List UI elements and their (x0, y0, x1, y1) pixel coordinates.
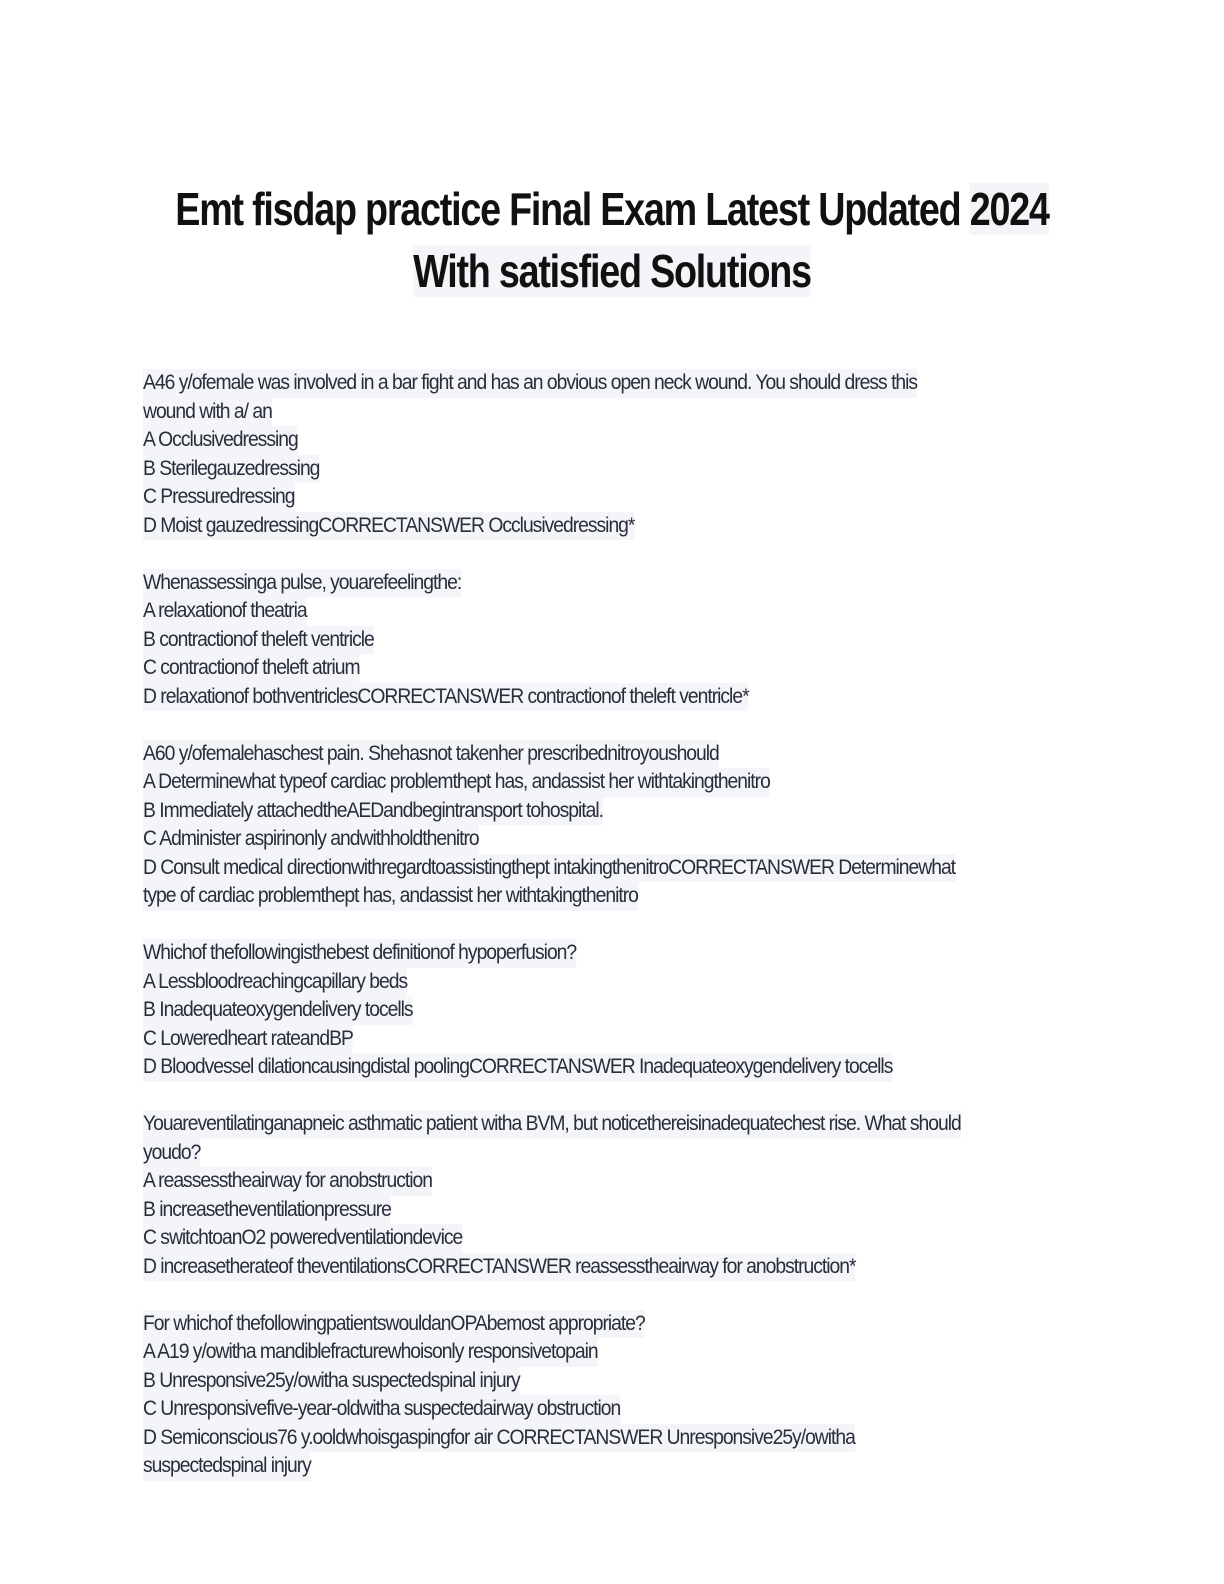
title-subtitle: With satisfied Solutions (413, 245, 811, 297)
line-text: C switchtoanO2 poweredventilationdevice (143, 1224, 462, 1253)
question-text (143, 939, 1083, 968)
line-text: A60 y/ofemalehaschest pain. Shehasnot takenher prescribednitroyoushould (143, 740, 719, 769)
line-text: B Unresponsive25y/owitha suspectedspinal injury (143, 1367, 520, 1396)
line-text: B Immediately attachedtheAEDandbegintransport tohospital. (143, 797, 603, 826)
title-year: 2024 (969, 183, 1049, 235)
line-text: B contractionof theleft ventricle (143, 626, 374, 655)
line-text: C Loweredheart rateandBP (143, 1025, 353, 1054)
option-b (143, 626, 1083, 655)
option-a (143, 426, 1083, 455)
question-text (143, 1110, 1083, 1139)
line-text: A Occlusivedressing (143, 426, 298, 455)
option-c (143, 1395, 1083, 1424)
question-text (143, 398, 1083, 427)
line-text: A Determinewhat typeof cardiac problemthept has, andassist her withtakingthenitro (143, 768, 770, 797)
option-d-answer (143, 854, 1083, 883)
option-a (143, 768, 1083, 797)
question-block (143, 740, 1083, 911)
line-text: D Bloodvessel dilationcausingdistal poolingCORRECTANSWER Inadequateoxygendelivery tocells (143, 1053, 892, 1082)
option-d-answer (143, 1253, 1083, 1282)
questions-list (143, 369, 1083, 1509)
line-text: D Consult medical directionwithregardtoassistingthept intakingthenitroCORRECTANSWER Determinewhat (143, 854, 955, 883)
line-text: B increasetheventilationpressure (143, 1196, 391, 1225)
line-text: A46 y/ofemale was involved in a bar fight and has an obvious open neck wound. You should dress this (143, 369, 917, 398)
line-text: D Moist gauzedressingCORRECTANSWER Occlusivedressing* (143, 512, 634, 541)
question-block (143, 939, 1083, 1082)
option-b (143, 455, 1083, 484)
line-text: youdo? (143, 1139, 200, 1168)
option-d-answer (143, 683, 1083, 712)
option-a (143, 1167, 1083, 1196)
option-a (143, 1338, 1083, 1367)
option-c (143, 825, 1083, 854)
option-c (143, 1224, 1083, 1253)
line-text: B Inadequateoxygendelivery tocells (143, 996, 413, 1025)
line-text: A Lessbloodreachingcapillary beds (143, 968, 407, 997)
option-d-answer (143, 1053, 1083, 1082)
answer-continued (143, 1452, 1083, 1481)
title-main-text: Emt fisdap practice Final Exam Latest Updated (175, 183, 970, 235)
option-b (143, 1367, 1083, 1396)
line-text: A reassesstheairway for anobstruction (143, 1167, 432, 1196)
line-text: Whenassessinga pulse, youarefeelingthe: (143, 569, 461, 598)
question-text (143, 740, 1083, 769)
option-a (143, 968, 1083, 997)
question-text (143, 569, 1083, 598)
option-a (143, 597, 1083, 626)
line-text: type of cardiac problemthept has, andassist her withtakingthenitro (143, 882, 638, 911)
line-text: For whichof thefollowingpatientswouldanOPAbemost appropriate? (143, 1310, 645, 1339)
line-text: A A19 y/owitha mandiblefracturewhoisonly responsivetopain (143, 1338, 598, 1367)
line-text: Youareventilatinganapneic asthmatic patient witha BVM, but noticethereisinadequatechest rise. What should (143, 1110, 961, 1139)
question-block (143, 369, 1083, 540)
line-text: suspectedspinal injury (143, 1452, 311, 1481)
line-text: D relaxationof bothventriclesCORRECTANSWER contractionof theleft ventricle* (143, 683, 749, 712)
question-text (143, 1310, 1083, 1339)
option-c (143, 483, 1083, 512)
line-text: D increasetherateof theventilationsCORRECTANSWER reassesstheairway for anobstruction* (143, 1253, 856, 1282)
option-d-answer (143, 1424, 1083, 1453)
answer-continued (143, 882, 1083, 911)
option-d-answer (143, 512, 1083, 541)
option-c (143, 1025, 1083, 1054)
line-text: B Sterilegauzedressing (143, 455, 319, 484)
option-c (143, 654, 1083, 683)
line-text: wound with a/ an (143, 398, 272, 427)
option-b (143, 996, 1083, 1025)
title-line-1 (110, 178, 1114, 240)
question-block (143, 569, 1083, 712)
line-text: A relaxationof theatria (143, 597, 307, 626)
line-text: C Pressuredressing (143, 483, 294, 512)
line-text: D Semiconscious76 y.ooldwhoisgaspingfor air CORRECTANSWER Unresponsive25y/owitha (143, 1424, 855, 1453)
question-text (143, 1139, 1083, 1168)
option-b (143, 797, 1083, 826)
line-text: C Unresponsivefive-year-oldwitha suspectedairway obstruction (143, 1395, 620, 1424)
document-title (0, 178, 1224, 302)
question-block (143, 1310, 1083, 1481)
question-block (143, 1110, 1083, 1281)
line-text: C contractionof theleft atrium (143, 654, 360, 683)
title-line-2 (110, 240, 1114, 302)
question-text (143, 369, 1083, 398)
line-text: Whichof thefollowingisthebest definitionof hypoperfusion? (143, 939, 576, 968)
option-b (143, 1196, 1083, 1225)
line-text: C Administer aspirinonly andwithholdthenitro (143, 825, 479, 854)
